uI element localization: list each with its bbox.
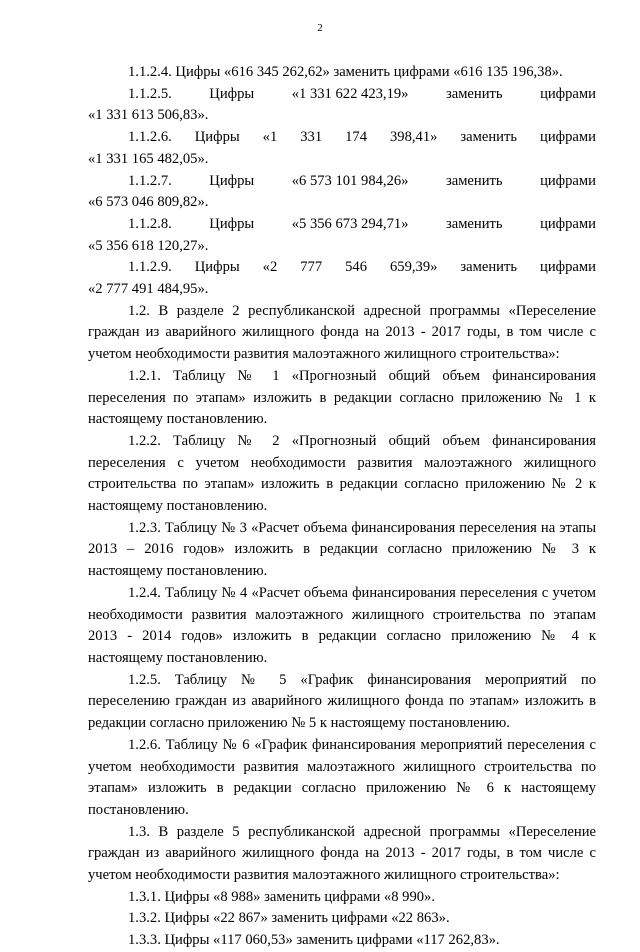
item-1-1-2-4: 1.1.2.4. Цифры «616 345 262,62» заменить цифрами «616 135 196,38».: [128, 64, 563, 80]
item-1-1-2-9: 1.1.2.9. Цифры «2 777 546 659,39» заменить цифрами: [128, 259, 596, 276]
paragraph-1-2-5: 1.2.5. Таблицу № 5 «График финансирования мероприятий по переселению граждан из аварийного жилищного фонда по этапам» изложить в редакции согласно приложению № 5 к настоящему постановлению.: [88, 671, 596, 732]
item-1-1-2-7-value: «6 573 046 809,82».: [88, 194, 209, 211]
paragraph-1-2-6: 1.2.6. Таблицу № 6 «График финансирования мероприятий переселения с учетом необходимости развития малоэтажного жилищного строительства по этапам» изложить в редакции согласно приложению № 6 к настоящему постановлению.: [88, 736, 596, 818]
item-1-1-2-5-value: «1 331 613 506,83».: [88, 107, 209, 124]
paragraph-1-2-2: 1.2.2. Таблицу № 2 «Прогнозный общий объем финансирования переселения с учетом необходимости развития малоэтажного жилищного строительства по этапам» изложить в редакции согласно приложению № 2 к настоящему постановлению.: [88, 432, 596, 515]
item-1-1-2-8: 1.1.2.8. Цифры «5 356 673 294,71» заменить цифрами: [128, 215, 596, 232]
paragraph-1-2-1: 1.2.1. Таблицу № 1 «Прогнозный общий объем финансирования переселения по этапам» изложить в редакции согласно приложению № 1 к настоящему постановлению.: [88, 367, 596, 428]
page-number: 2: [317, 22, 323, 34]
paragraph-1-3-1: 1.3.1. Цифры «8 988» заменить цифрами «8 990».: [128, 888, 435, 905]
paragraph-1-3: 1.3. В разделе 5 республиканской адресной программы «Переселение граждан из аварийного жилищного фонда на 2013 - 2017 годы, в том числе с учетом необходимости развития малоэтажного жилищного строительства»:: [88, 823, 596, 884]
item-1-1-2-6: 1.1.2.6. Цифры «1 331 174 398,41» заменить цифрами: [128, 129, 596, 146]
item-1-1-2-6-value: «1 331 165 482,05».: [88, 150, 209, 167]
item-1-1-2-5: 1.1.2.5. Цифры «1 331 622 423,19» заменить цифрами: [128, 85, 596, 102]
item-1-1-2-7: 1.1.2.7. Цифры «6 573 101 984,26» заменить цифрами: [128, 172, 596, 189]
paragraph-1-2: 1.2. В разделе 2 республиканской адресной программы «Переселение граждан из аварийного жилищного фонда на 2013 - 2017 годы, в том числе с учетом необходимости развития малоэтажного жилищного строительства»:: [88, 302, 596, 363]
paragraph-1-2-4: 1.2.4. Таблицу № 4 «Расчет объема финансирования переселения с учетом необходимости развития малоэтажного жилищного строительства по этапам 2013 - 2014 годов» изложить в редакции согласно приложению № 4 к настоящему постановлению.: [88, 584, 596, 666]
paragraph-1-3-2: 1.3.2. Цифры «22 867» заменить цифрами «22 863».: [128, 910, 450, 927]
item-1-1-2-8-value: «5 356 618 120,27».: [88, 237, 209, 254]
document-body: [88, 62, 596, 952]
paragraph-1-2-3: 1.2.3. Таблицу № 3 «Расчет объема финансирования переселения на этапы 2013 – 2016 годов» изложить в редакции согласно приложению № 3 к настоящему постановлению.: [88, 519, 596, 580]
item-1-1-2-9-value: «2 777 491 484,95».: [88, 281, 209, 298]
paragraph-1-3-3: 1.3.3. Цифры «117 060,53» заменить цифрами «117 262,83».: [128, 932, 500, 949]
